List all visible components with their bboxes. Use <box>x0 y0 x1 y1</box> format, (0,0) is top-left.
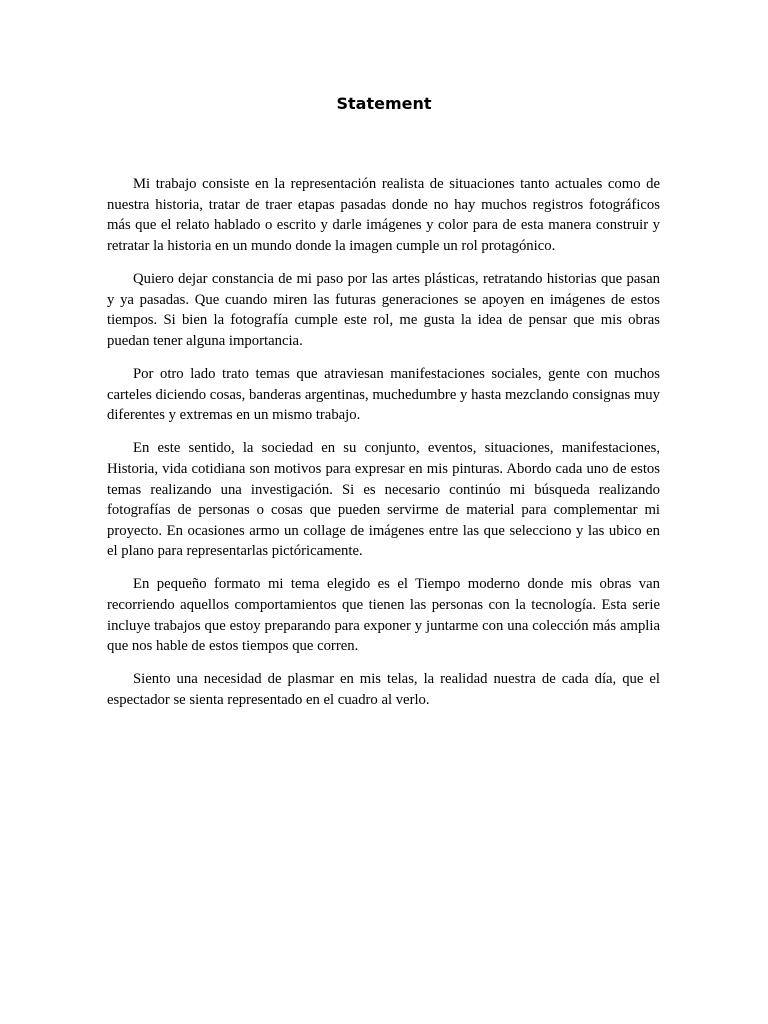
document-title: Statement <box>336 94 432 113</box>
paragraph: Quiero dejar constancia de mi paso por las artes plásticas, retratando historias que pasan y ya pasadas. Que cuando miren las futuras generaciones se apoyen en imágenes de estos tiempos. Si bien la fotografía cumple este rol, me gusta la idea de pensar que mis obras puedan tener alguna importancia. <box>107 270 660 349</box>
document-body <box>107 174 660 723</box>
paragraph: Por otro lado trato temas que atraviesan manifestaciones sociales, gente con muchos carteles diciendo cosas, banderas argentinas, muchedumbre y hasta mezclando consignas muy diferentes y extremas en un mismo trabajo. <box>107 365 660 424</box>
paragraph: En este sentido, la sociedad en su conjunto, eventos, situaciones, manifestaciones, Historia, vida cotidiana son motivos para expresar en mis pinturas. Abordo cada uno de estos temas realizando una investigación. Si es necesario continúo mi búsqueda realizando fotografías de personas o cosas que pueden servirme de material para complementar mi proyecto. En ocasiones armo un collage de imágenes entre las que selecciono y las ubico en el plano para representarlas pictóricamente. <box>107 440 660 560</box>
paragraph: En pequeño formato mi tema elegido es el Tiempo moderno donde mis obras van recorriendo aquellos comportamientos que tienen las personas con la tecnología. Esta serie incluye trabajos que estoy preparando para exponer y juntarme con una colección más amplia que nos hable de estos tiempos que corren. <box>107 576 660 655</box>
paragraph: Mi trabajo consiste en la representación realista de situaciones tanto actuales como de nuestra historia, tratar de traer etapas pasadas donde no hay muchos registros fotográficos más que el relato hablado o escrito y darle imágenes y color para de esta manera construir y retratar la historia en un mundo donde la imagen cumple un rol protagónico. <box>107 176 660 254</box>
paragraph: Siento una necesidad de plasmar en mis telas, la realidad nuestra de cada día, que el espectador se sienta representado en el cuadro al verlo. <box>107 671 660 709</box>
